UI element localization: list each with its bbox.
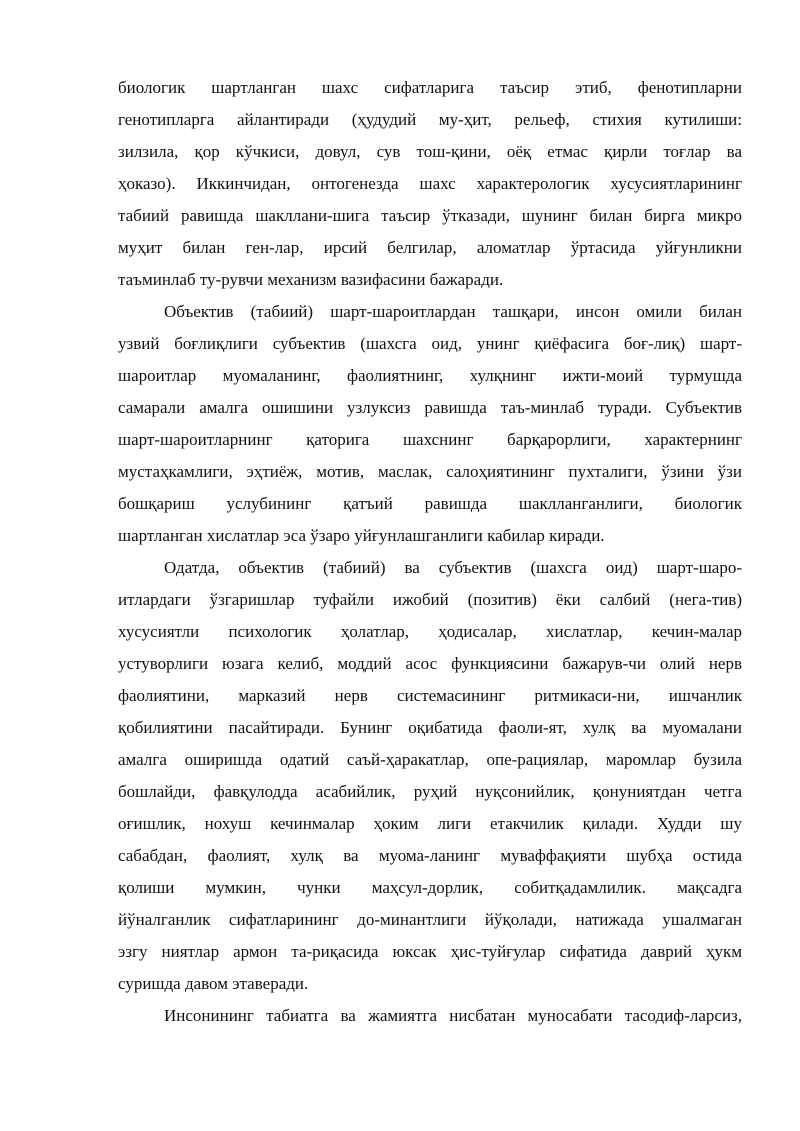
text-line: бошлайди, фавқулодда асабийлик, руҳий нуқсонийлик, қонуниятдан четга bbox=[118, 782, 742, 801]
text-line: табиий равишда шакллани-шига таъсир ўтказади, шунинг билан бирга микро bbox=[118, 206, 742, 225]
text-line: йўналганлик сифатларининг до-минантлиги йўқолади, натижада ушалмаган bbox=[118, 910, 742, 929]
paragraph bbox=[118, 296, 742, 552]
paragraph bbox=[118, 72, 742, 296]
text-line: амалга оширишда одатий саъй-ҳаракатлар, опе-рациялар, маромлар бузила bbox=[118, 750, 742, 769]
text-line: мустаҳкамлиги, эҳтиёж, мотив, маслак, салоҳиятининг пухталиги, ўзини ўзи bbox=[118, 462, 742, 481]
text-line: зилзила, қор кўчкиси, довул, сув тош-қини, оёқ етмас қирли тоғлар ва bbox=[118, 142, 742, 161]
text-line: оғишлик, нохуш кечинмалар ҳоким лиги етакчилик қилади. Худди шу bbox=[118, 814, 742, 833]
text-line: самарали амалга ошишини узлуксиз равишда таъ-минлаб туради. Субъектив bbox=[118, 398, 742, 417]
text-line: таъминлаб ту-рувчи механизм вазифасини бажаради. bbox=[118, 270, 504, 289]
text-line: Объектив (табиий) шарт-шароитлардан ташқари, инсон омили билан bbox=[164, 302, 742, 321]
text-line: бошқариш услубининг қатъий равишда шаклланганлиги, биологик bbox=[118, 494, 742, 513]
text-line: эзгу ниятлар армон та-риқасида юксак ҳис-туйғулар сифатида даврий ҳукм bbox=[118, 942, 742, 961]
text-line: узвий боғлиқлиги субъектив (шахсга оид, унинг қиёфасига боғ-лиқ) шарт- bbox=[118, 334, 742, 353]
text-line: Инсонининг табиатга ва жамиятга нисбатан муносабати тасодиф-ларсиз, bbox=[164, 1006, 742, 1025]
text-line: биологик шартланган шахс сифатларига таъсир этиб, фенотипларни bbox=[118, 78, 742, 97]
text-line: ҳоказо). Иккинчидан, онтогенезда шахс характерологик хусусиятларининг bbox=[118, 174, 742, 193]
paragraph bbox=[118, 552, 742, 1000]
text-line: фаолиятини, марказий нерв системасининг ритмикаси-ни, ишчанлик bbox=[118, 686, 742, 705]
text-line: хусусиятли психологик ҳолатлар, ҳодисалар, хислатлар, кечин-малар bbox=[118, 622, 742, 641]
text-line: қолиши мумкин, чунки маҳсул-дорлик, собитқадамлилик. мақсадга bbox=[118, 878, 742, 897]
text-line: шарт-шароитларнинг қаторига шахснинг барқарорлиги, характернинг bbox=[118, 430, 742, 449]
paragraph bbox=[118, 1000, 742, 1032]
text-line: муҳит билан ген-лар, ирсий белгилар, аломатлар ўртасида уйғунликни bbox=[118, 238, 742, 257]
text-line: итлардаги ўзгаришлар туфайли ижобий (позитив) ёки салбий (нега-тив) bbox=[118, 590, 742, 609]
text-line: суришда давом этаверади. bbox=[118, 974, 309, 993]
text-line: шартланган хислатлар эса ўзаро уйғунлашганлиги кабилар киради. bbox=[118, 526, 605, 545]
body-text bbox=[118, 72, 742, 1032]
text-line: устуворлиги юзага келиб, моддий асос функциясини бажарув-чи олий нерв bbox=[118, 654, 742, 673]
text-line: сабабдан, фаолият, хулқ ва муома-ланинг муваффақияти шубҳа остида bbox=[118, 846, 742, 865]
text-line: Одатда, объектив (табиий) ва субъектив (шахсга оид) шарт-шаро- bbox=[164, 558, 742, 577]
text-line: қобилиятини пасайтиради. Бунинг оқибатида фаоли-ят, хулқ ва муомалани bbox=[118, 718, 742, 737]
text-line: шароитлар муомаланинг, фаолиятнинг, хулқнинг ижти-моий турмушда bbox=[118, 366, 742, 385]
text-line: генотипларга айлантиради (ҳудудий му-ҳит, рельеф, стихия кутилиши: bbox=[118, 110, 742, 129]
